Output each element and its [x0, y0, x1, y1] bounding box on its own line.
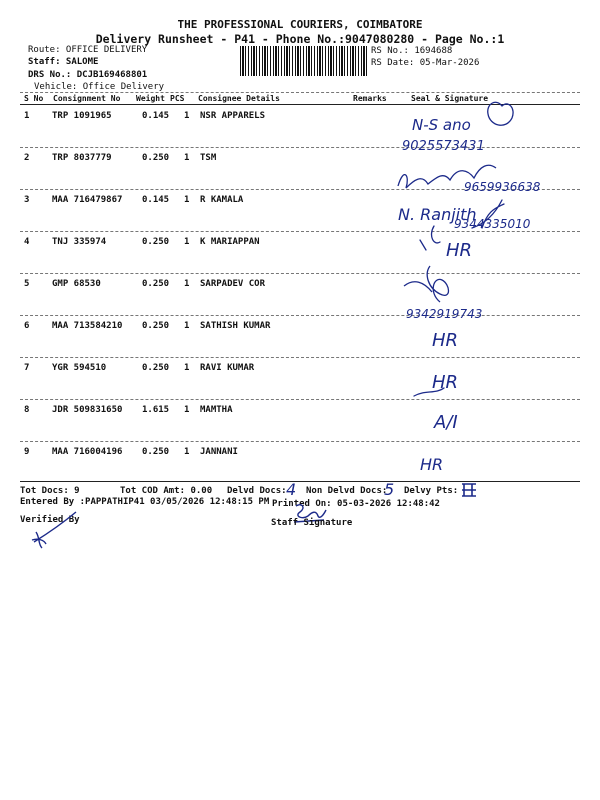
col-sno: S No	[24, 94, 44, 103]
col-weight: Weight	[136, 94, 165, 103]
col-consignment: Consignment No	[53, 94, 121, 103]
signature-phone: 9659936638	[464, 180, 541, 194]
delivered-docs-label: Delvd Docs:	[227, 486, 287, 496]
non-delivered-docs-label: Non Delvd Docs:	[306, 486, 388, 496]
row-sno: 7	[24, 363, 30, 373]
signature-text: HR	[446, 240, 473, 261]
row-weight: 1.615	[142, 405, 170, 415]
delivery-points-label: Delvy Pts:	[404, 486, 459, 496]
rs-number: RS No.: 1694688	[371, 46, 453, 56]
row-pcs: 1	[184, 237, 190, 247]
row-consignment: JDR 509831650	[52, 405, 123, 415]
row-weight: 0.145	[142, 195, 170, 205]
row-weight: 0.250	[142, 447, 170, 457]
row-consignment: TNJ 335974	[52, 237, 107, 247]
row-consignment: MAA 716004196	[52, 447, 123, 457]
signature-text: HR	[432, 330, 459, 351]
row-sno: 6	[24, 321, 30, 331]
header-top-rule	[20, 92, 580, 93]
signature-text: A/I	[434, 412, 458, 433]
row-weight: 0.250	[142, 237, 170, 247]
row-consignee: K MARIAPPAN	[200, 237, 260, 247]
row-weight: 0.145	[142, 111, 170, 121]
row-pcs: 1	[184, 363, 190, 373]
row-consignment: TRP 8037779	[52, 153, 112, 163]
barcode-image	[240, 46, 368, 76]
printed-on: Printed On: 05-03-2026 12:48:42	[272, 499, 440, 509]
verifier-signature	[24, 508, 84, 550]
row-pcs: 1	[184, 321, 190, 331]
signature-phone: 9344335010	[454, 217, 531, 231]
row-consignee: JANNANI	[200, 447, 238, 457]
row-consignee: R KAMALA	[200, 195, 244, 205]
row-consignment: YGR 594510	[52, 363, 107, 373]
row-consignment: MAA 713584210	[52, 321, 123, 331]
row-weight: 0.250	[142, 279, 170, 289]
col-consignee: Consignee Details	[198, 94, 280, 103]
signature-column	[384, 96, 584, 486]
row-pcs: 1	[184, 153, 190, 163]
row-pcs: 1	[184, 405, 190, 415]
signature-scribble	[404, 266, 449, 302]
staff-label: Staff: SALOME	[28, 57, 99, 67]
row-sno: 9	[24, 447, 30, 457]
row-consignment: GMP 68530	[52, 279, 101, 289]
row-consignee: SATHISH KUMAR	[200, 321, 271, 331]
row-consignee: SARPADEV COR	[200, 279, 266, 289]
total-cod: Tot COD Amt: 0.00	[120, 486, 213, 496]
rs-date: RS Date: 05-Mar-2026	[371, 58, 480, 68]
row-sno: 2	[24, 153, 30, 163]
signature-text: HR	[420, 455, 444, 474]
row-weight: 0.250	[142, 363, 170, 373]
row-consignment: MAA 716479867	[52, 195, 123, 205]
row-weight: 0.250	[142, 321, 170, 331]
row-pcs: 1	[184, 195, 190, 205]
signature-text: N. Ranjith	[398, 205, 477, 224]
row-sno: 8	[24, 405, 30, 415]
row-consignment: TRP 1091965	[52, 111, 112, 121]
signature-scribble	[488, 102, 513, 125]
col-seal-signature: Seal & Signature	[411, 94, 489, 103]
delivered-docs-handwritten: 4	[286, 480, 297, 499]
row-consignee: NSR APPARELS	[200, 111, 266, 121]
row-weight: 0.250	[142, 153, 170, 163]
vehicle-label: Vehicle: Office Delivery	[34, 82, 165, 92]
row-pcs: 1	[184, 279, 190, 289]
row-pcs: 1	[184, 111, 190, 121]
row-consignee: TSM	[200, 153, 217, 163]
non-delivered-docs-handwritten: 5	[384, 480, 395, 499]
signature-phone: 9342919743	[406, 307, 483, 321]
delivery-points-scribble	[458, 480, 480, 500]
route-label: Route: OFFICE DELIVERY	[28, 45, 148, 55]
row-sno: 1	[24, 111, 30, 121]
row-sno: 5	[24, 279, 30, 289]
row-sno: 4	[24, 237, 30, 247]
col-pcs: PCS	[170, 94, 185, 103]
drs-number: DRS No.: DCJB169468801	[28, 70, 148, 80]
signature-phone: 9025573431	[402, 139, 485, 154]
company-title: THE PROFESSIONAL COURIERS, COIMBATORE	[177, 18, 423, 31]
signature-text: N-S ano	[412, 116, 471, 134]
total-docs: Tot Docs: 9	[20, 486, 80, 496]
row-consignee: RAVI KUMAR	[200, 363, 255, 373]
staff-signature-label: Staff Signature	[271, 518, 353, 528]
runsheet-subtitle: Delivery Runsheet - P41 - Phone No.:9047080280 - Page No.:1	[95, 32, 505, 46]
col-remarks: Remarks	[353, 94, 387, 103]
row-consignee: MAMTHA	[200, 405, 233, 415]
entered-by: Entered By :PAPPATHIP41 03/05/2026 12:48:15 PM	[20, 497, 270, 507]
row-sno: 3	[24, 195, 30, 205]
row-pcs: 1	[184, 447, 190, 457]
verified-by-label: Verified By	[20, 515, 80, 525]
signature-text: HR	[432, 372, 459, 393]
